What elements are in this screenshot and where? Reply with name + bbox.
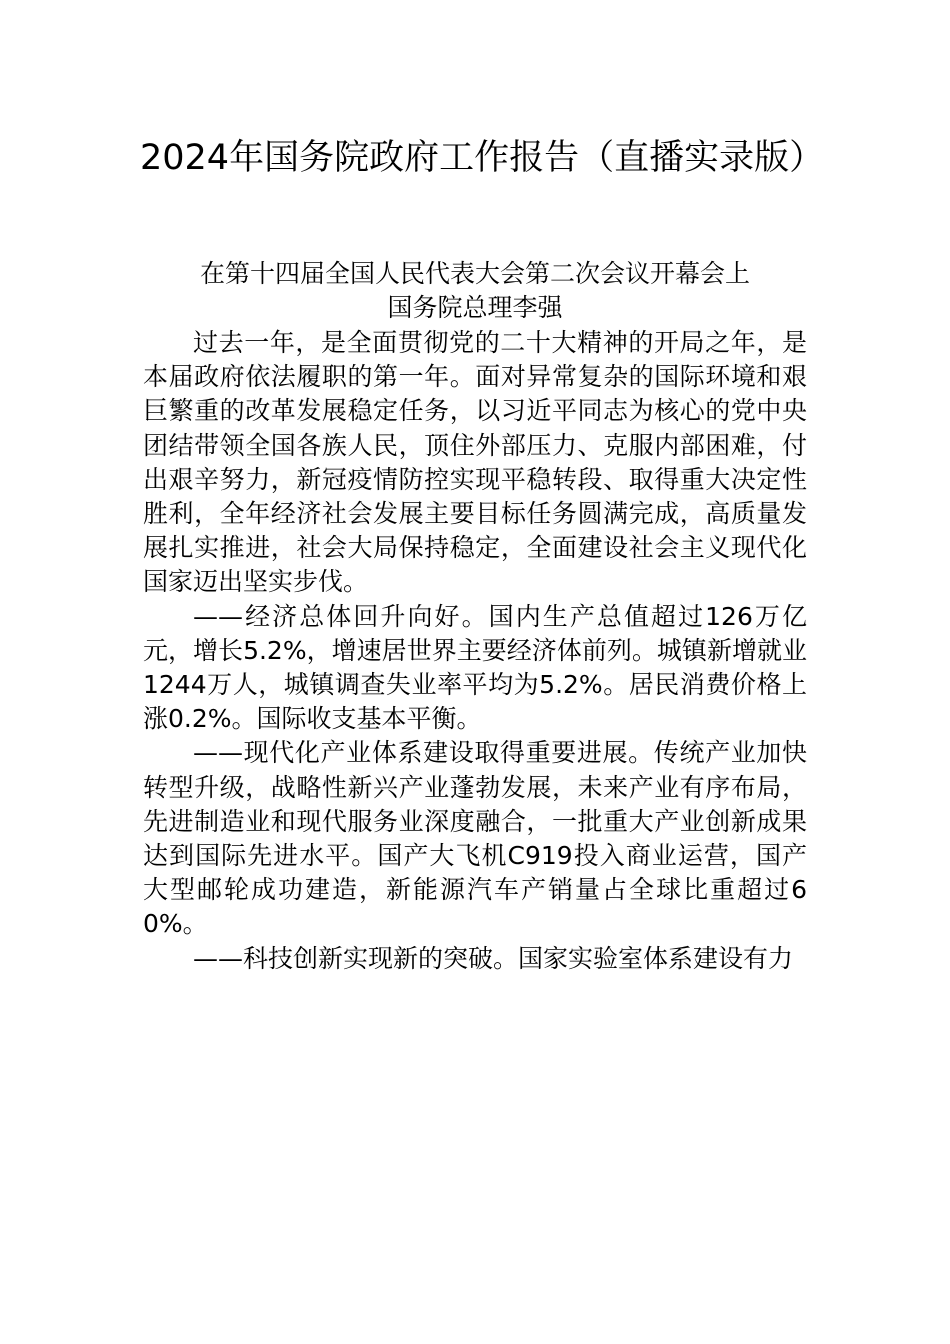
meeting-subtitle: 在第十四届全国人民代表大会第二次会议开幕会上 <box>199 259 750 288</box>
document-title: 2024年国务院政府工作报告（直播实录版） <box>140 138 825 178</box>
document-body <box>143 326 807 976</box>
paragraph-economy: ——经济总体回升向好。国内生产总值超过126万亿元，增长5.2%，增速居世界主要经济体前列。城镇新增就业1244万人，城镇调查失业率平均为5.2%。居民消费价格上涨0.2%。国际收支基本平衡。 <box>143 601 807 734</box>
paragraph-technology: ——科技创新实现新的突破。国家实验室体系建设有力 <box>193 943 794 973</box>
speaker-subtitle: 国务院总理李强 <box>387 293 563 322</box>
paragraph-industry: ——现代化产业体系建设取得重要进展。传统产业加快转型升级，战略性新兴产业蓬勃发展，未来产业有序布局，先进制造业和现代服务业深度融合，一批重大产业创新成果达到国际先进水平。国产大飞机C919投入商业运营，国产大型邮轮成功建造，新能源汽车产销量占全球比重超过60%。 <box>143 738 807 939</box>
paragraph-intro: 过去一年，是全面贯彻党的二十大精神的开局之年，是本届政府依法履职的第一年。面对异常复杂的国际环境和艰巨繁重的改革发展稳定任务，以习近平同志为核心的党中央团结带领全国各族人民，顶住外部压力、克服内部困难，付出艰辛努力，新冠疫情防控实现平稳转段、取得重大决定性胜利，全年经济社会发展主要目标任务圆满完成，高质量发展扎实推进，社会大局保持稳定，全面建设社会主义现代化国家迈出坚实步伐。 <box>143 328 807 597</box>
